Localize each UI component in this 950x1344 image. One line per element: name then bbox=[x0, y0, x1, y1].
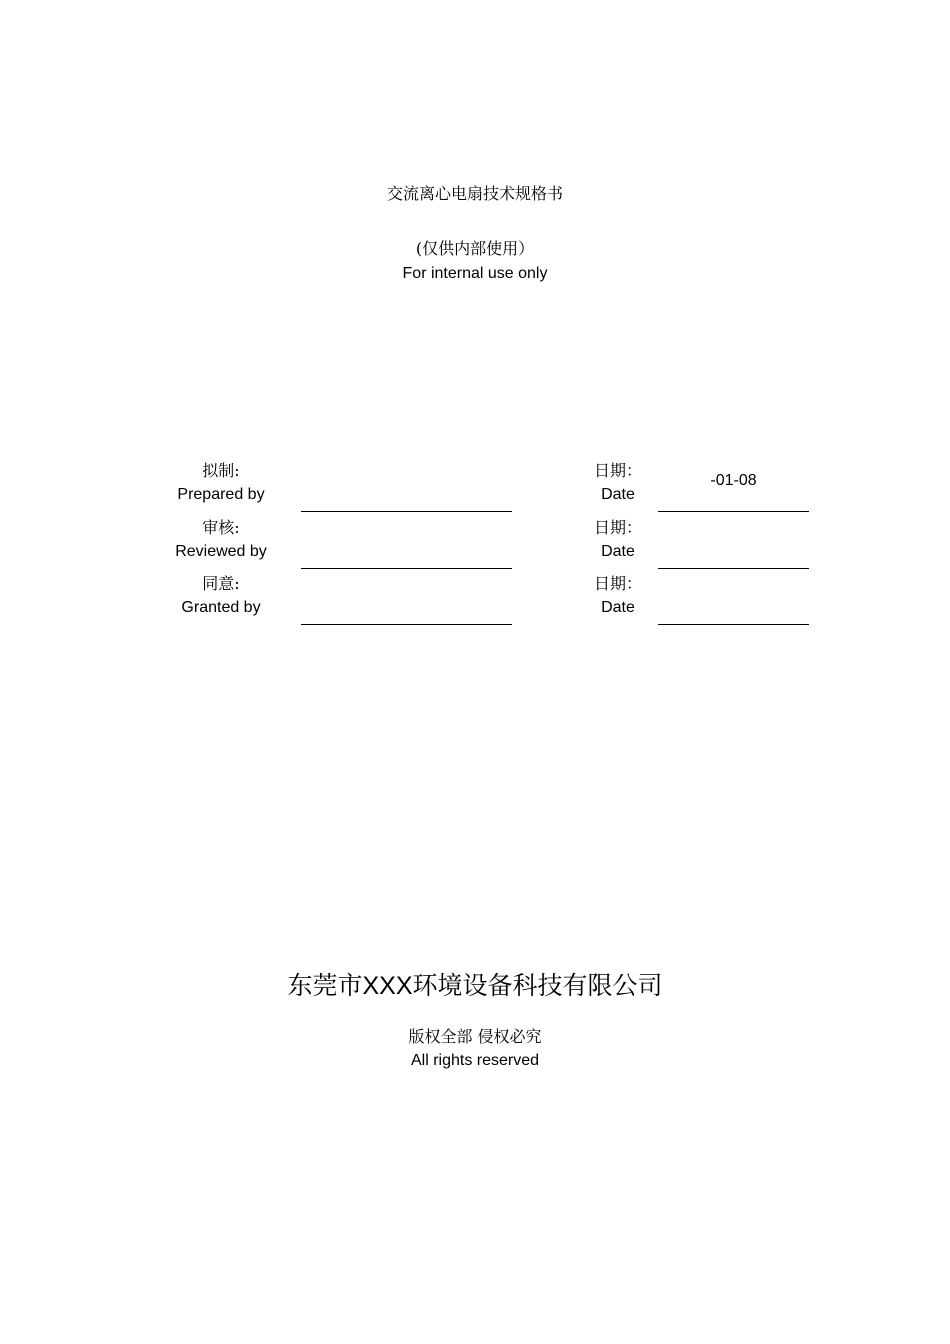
granted-label-cn: 同意: bbox=[202, 574, 240, 593]
prepared-date-label-cn: 日期： bbox=[593, 461, 642, 480]
reviewed-signature-line[interactable] bbox=[301, 568, 512, 569]
prepared-label-en: Prepared by bbox=[177, 486, 265, 503]
prepared-date-label-en: Date bbox=[601, 486, 635, 503]
internal-use-note-cn: (仅供内部使用） bbox=[415, 239, 535, 258]
copyright-notice-cn: 版权全部 侵权必究 bbox=[408, 1027, 542, 1046]
internal-use-note-en: For internal use only bbox=[402, 265, 548, 282]
document-title: 交流离心电扇技术规格书 bbox=[386, 184, 563, 203]
reviewed-label-en: Reviewed by bbox=[175, 543, 267, 560]
company-name: 东莞市XXX环境设备科技有限公司 bbox=[287, 972, 663, 1000]
copyright-notice-en: All rights reserved bbox=[410, 1052, 540, 1069]
granted-signature-line[interactable] bbox=[301, 624, 512, 625]
granted-date-label-en: Date bbox=[601, 599, 635, 616]
reviewed-date-label-en: Date bbox=[601, 543, 635, 560]
prepared-date-line[interactable] bbox=[658, 511, 809, 512]
prepared-date-value: -01-08 bbox=[710, 472, 757, 489]
reviewed-label-cn: 审核: bbox=[202, 518, 240, 537]
granted-label-en: Granted by bbox=[181, 599, 261, 616]
reviewed-date-line[interactable] bbox=[658, 568, 809, 569]
granted-date-line[interactable] bbox=[658, 624, 809, 625]
granted-date-label-cn: 日期： bbox=[593, 574, 642, 593]
prepared-label-cn: 拟制: bbox=[202, 461, 240, 480]
prepared-signature-line[interactable] bbox=[301, 511, 512, 512]
reviewed-date-label-cn: 日期： bbox=[593, 518, 642, 537]
